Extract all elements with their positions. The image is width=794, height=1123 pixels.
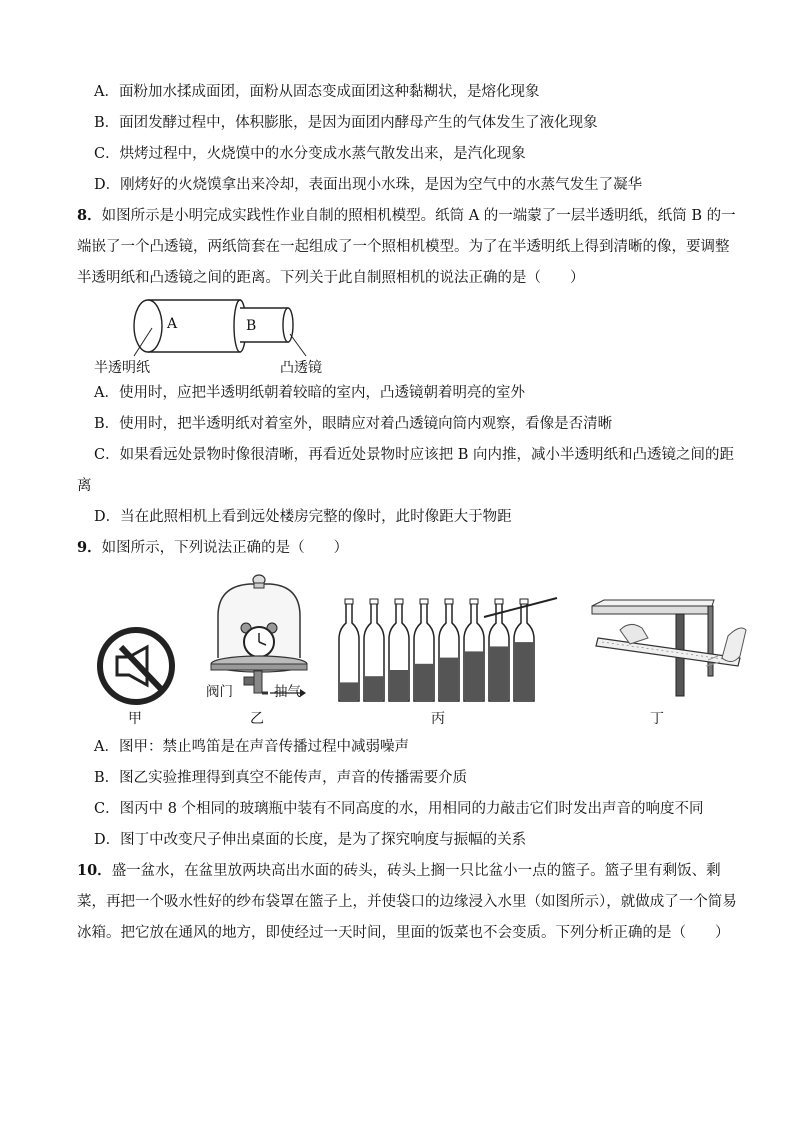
figure-jia-label: 甲 (128, 711, 142, 727)
q8-text: 如图所示是小明完成实践性作业自制的照相机模型。纸筒 A 的一端蒙了一层半透明纸，纸筒 B 的一 (101, 208, 736, 224)
glass-bottle (439, 599, 459, 701)
q9-option-a: A．图甲：禁止鸣笛是在声音传播过程中减弱噪声 (94, 739, 409, 755)
q8-option-c-cont: 离 (77, 478, 92, 494)
tube-a-label: A (167, 316, 178, 332)
glass-bottle (414, 599, 434, 701)
glass-bottle (464, 599, 484, 701)
figure-ding-label: 丁 (650, 711, 664, 727)
glass-bottle (514, 599, 534, 701)
q7-option-a: A．面粉加水揉成面团，面粉从固态变成面团这种黏糊状，是熔化现象 (94, 84, 540, 100)
no-horn-sign-figure (95, 625, 177, 707)
question-number: 10． (77, 862, 112, 879)
q8-option-c: C．如果看远处景物时像很清晰，再看近处景物时应该把 B 向内推，减小半透明纸和凸透镜之间的距 (94, 447, 734, 463)
translucent-paper-label: 半透明纸 (94, 360, 150, 376)
valve-label: 阀门 (206, 684, 233, 700)
q9-option-b: B．图乙实验推理得到真空不能传声，声音的传播需要介质 (94, 770, 468, 786)
q10-stem-line-2: 菜，再把一个吸水性好的纱布袋罩在篮子上，并使袋口的边缘浸入水里（如图所示），就做成了一个简易 (77, 894, 737, 910)
q10-stem-line-1 (77, 861, 721, 881)
q9-stem (77, 538, 348, 558)
q8-option-d: D．当在此照相机上看到远处楼房完整的像时，此时像距大于物距 (94, 509, 512, 525)
q10-text: 盛一盆水，在盆里放两块高出水面的砖头，砖头上搁一只比盆小一点的篮子。篮子里有剩饭、剩 (111, 863, 721, 879)
q7-option-d: D．刚烤好的火烧馍拿出来冷却，表面出现小水珠，是因为空气中的水蒸气发生了凝华 (94, 177, 643, 193)
q8-option-b: B．使用时，把半透明纸对着室外，眼睛应对着凸透镜向筒内观察，看像是否清晰 (94, 416, 613, 432)
q9-text: 如图所示，下列说法正确的是（ ） (101, 540, 349, 556)
glass-bottles-figure (337, 595, 563, 705)
q7-option-b: B．面团发酵过程中，体积膨胀，是因为面团内酵母产生的气体发生了液化现象 (94, 115, 598, 131)
figure-bing-label: 丙 (431, 711, 445, 727)
tube-b-label: B (246, 318, 257, 334)
q7-option-c: C．烘烤过程中，火烧馍中的水分变成水蒸气散发出来，是汽化现象 (94, 146, 526, 162)
question-number: 8． (77, 207, 102, 224)
pump-air-label: 抽气 (274, 684, 301, 700)
q10-stem-line-3: 冰箱。把它放在通风的地方，即使经过一天时间，里面的饭菜也不会变质。下列分析正确的是（ ） (77, 925, 730, 941)
q9-option-d: D．图丁中改变尺子伸出桌面的长度，是为了探究响度与振幅的关系 (94, 832, 527, 848)
q8-option-a: A．使用时，应把半透明纸朝着较暗的室内，凸透镜朝着明亮的室外 (94, 385, 525, 401)
figure-yi-label: 乙 (250, 711, 264, 727)
glass-bottle (339, 599, 359, 701)
convex-lens-label: 凸透镜 (280, 360, 322, 376)
ruler-table-figure (590, 600, 750, 700)
glass-bottle (389, 599, 409, 701)
glass-bottle (364, 599, 384, 701)
q8-stem-line-3: 半透明纸和凸透镜之间的距离。下列关于此自制照相机的说法正确的是（ ） (77, 270, 585, 286)
q9-option-c: C．图丙中 8 个相同的玻璃瓶中装有不同高度的水，用相同的力敲击它们时发出声音的响度不同 (94, 801, 704, 817)
question-number: 9． (77, 539, 102, 556)
q8-stem-line-1 (77, 206, 736, 226)
q8-stem-line-2: 端嵌了一个凸透镜，两纸筒套在一起组成了一个照相机模型。为了在半透明纸上得到清晰的像，要调整 (77, 239, 730, 255)
